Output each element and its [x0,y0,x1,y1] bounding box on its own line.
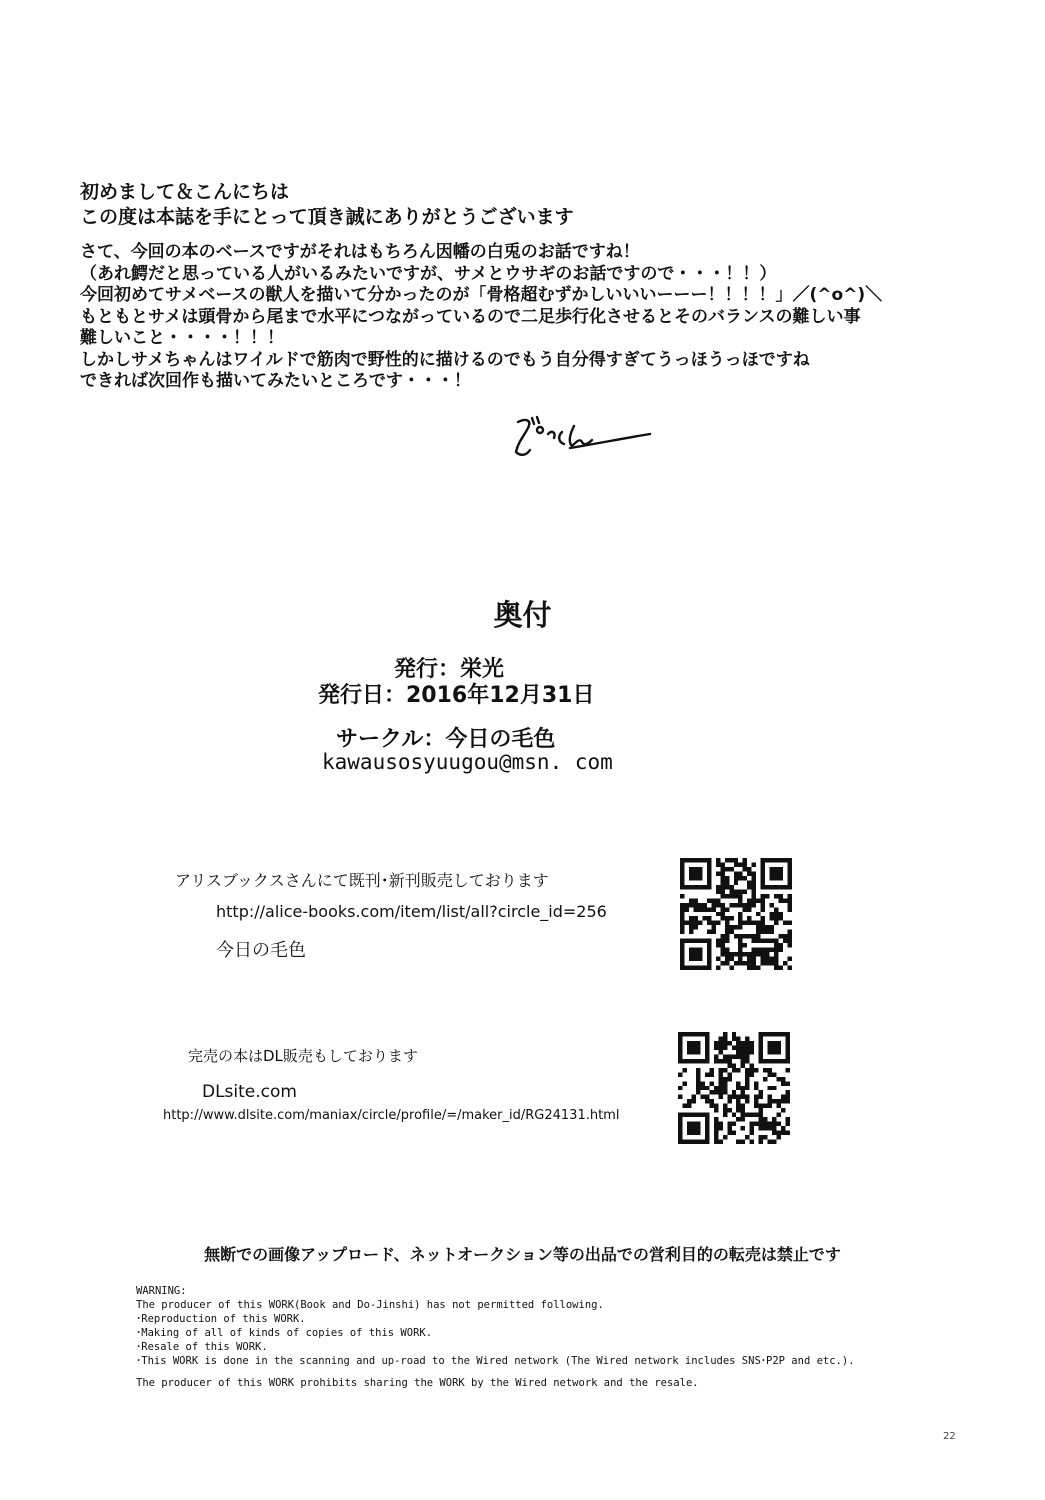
greeting-line: この度は本誌を手にとって頂き誠にありがとうございます [80,206,574,228]
warning-line: ･Resale of this WORK. [136,1341,268,1353]
afterword-line: 今回初めてサメベースの獣人を描いて分かったのが「骨格超むずかしいいいーーー！！！！」／(^o^)＼ [80,285,883,305]
warning-line: ･This WORK is done in the scanning and up-road to the Wired network (The Wired network includes SNS･P2P and etc.). [136,1355,855,1367]
publish-date: 発行日：2016年12月31日 [318,683,595,708]
dlsite-text: 完売の本はDL販売もしております [188,1047,418,1065]
afterword-line: もともとサメは頭骨から尾まで水平につながっているので二足歩行化させるとそのバランスの難しい事 [80,306,861,327]
greeting [80,180,574,230]
dlsite-name: DLsite.com [202,1082,297,1102]
circle-name: サークル：今日の毛色 [336,727,556,752]
dlsite-url[interactable]: http://www.dlsite.com/maniax/circle/profile/=/maker_id/RG24131.html [163,1108,620,1123]
afterword-text [80,242,882,393]
colophon-title: 奥付 [493,598,552,632]
warning-line: The producer of this WORK(Book and Do-Jinshi) has not permitted following. [136,1299,604,1311]
afterword-line: しかしサメちゃんはワイルドで筋肉で野性的に描けるのでもう自分得すぎてうっほうっほですね [80,349,810,370]
afterword-line: できれば次回作も描いてみたいところです・・・！ [80,371,471,391]
resale-notice: 無断での画像アップロード、ネットオークション等の出品での営利目的の転売は禁止です [204,1245,841,1264]
warning-footer: The producer of this WORK prohibits sharing the WORK by the Wired network and the resale. [136,1377,699,1389]
qr-code-icon [678,1032,790,1144]
warning-block [136,1284,855,1390]
alice-books-text: アリスブックスさんにて既刊･新刊販売しております [175,871,549,890]
warning-line: WARNING: [136,1285,187,1297]
qr-code-icon [680,858,792,970]
greeting-line: 初めまして＆こんにちは [80,181,290,203]
afterword-line: さて、今回の本のベースですがそれはもちろん因幡の白兎のお話ですね！ [80,242,640,262]
publisher: 発行：栄光 [394,657,505,682]
warning-line: ･Reproduction of this WORK. [136,1313,306,1325]
afterword-line: （あれ鰐だと思っている人がいるみたいですが、サメとウサギのお話ですので・・・！！） [80,263,777,284]
contact-email: kawausosyuugou@msn. com [322,750,613,774]
warning-line: ･Making of all of kinds of copies of this WORK. [136,1327,433,1339]
signature [510,412,660,467]
afterword-line: 難しいこと・・・・！！！ [80,328,284,348]
alice-books-url[interactable]: http://alice-books.com/item/list/all?circle_id=256 [216,902,607,921]
alice-books-circle: 今日の毛色 [216,940,306,961]
page-number: 22 [943,1431,956,1442]
